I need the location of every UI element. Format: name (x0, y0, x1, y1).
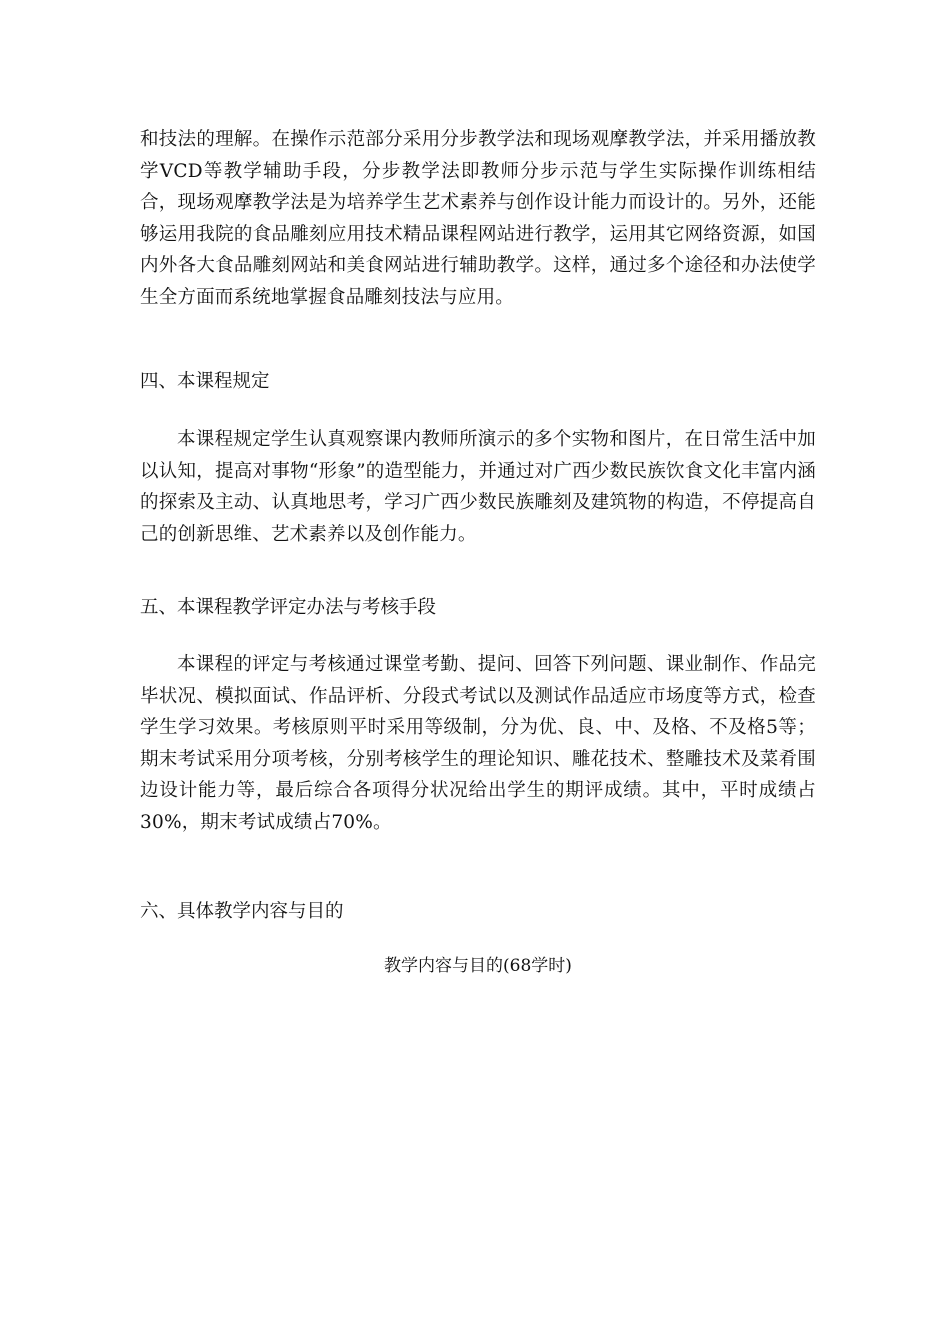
section-heading-5: 五、本课程教学评定办法与考核手段 (140, 597, 437, 618)
section-heading-6: 六、具体教学内容与目的 (140, 901, 344, 922)
paragraph-assessment: 本课程的评定与考核通过课堂考勤、提问、回答下列问题、课业制作、作品完毕状况、模拟面试、作品评析、分段式考试以及测试作品适应市场度等方式，检查学生学习效果。考核原则平时采用等级制，分为优、良、中、及格、不及格5等；期末考试采用分项考核，分别考核学生的理论知识、雕花技术、整雕技术及菜肴围边设计能力等，最后综合各项得分状况给出学生的期评成绩。其中，平时成绩占30%，期末考试成绩占70%。 (140, 654, 816, 833)
paragraph-course-requirements: 本课程规定学生认真观察课内教师所演示的多个实物和图片，在日常生活中加以认知，提高对事物“形象”的造型能力，并通过对广西少数民族饮食文化丰富内涵的探索及主动、认真地思考，学习广西少数民族雕刻及建筑物的构造，不停提高自己的创新思维、艺术素养以及创作能力。 (140, 429, 816, 545)
paragraph-teaching-methods: 和技法的理解。在操作示范部分采用分步教学法和现场观摩教学法，并采用播放教学VCD等教学辅助手段，分步教学法即教师分步示范与学生实际操作训练相结合，现场观摩教学法是为培养学生艺术素养与创作设计能力而设计的。另外，还能够运用我院的食品雕刻应用技术精品课程网站进行教学，运用其它网络资源，如国内外各大食品雕刻网站和美食网站进行辅助教学。这样，通过多个途径和办法使学生全方面而系统地掌握食品雕刻技法与应用。 (140, 129, 816, 308)
table-caption: 教学内容与目的(68学时) (384, 956, 572, 976)
section-heading-4: 四、本课程规定 (140, 371, 270, 392)
